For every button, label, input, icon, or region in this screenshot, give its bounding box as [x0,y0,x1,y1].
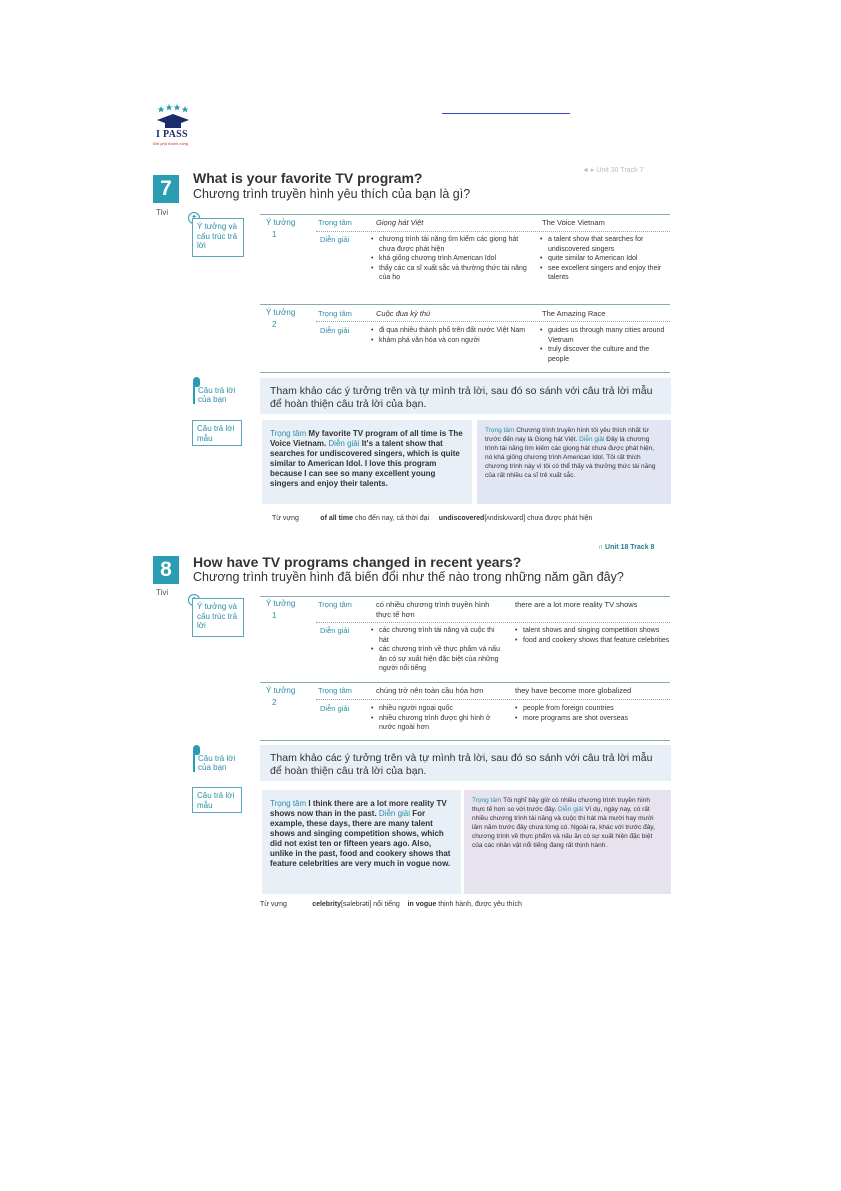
row-divider [316,622,670,623]
explain-tag: Diễn giải [558,806,584,813]
bullets-vi [371,704,506,733]
list-item: • nhiều người ngoại quốc [371,704,506,714]
table-bottom-rule [260,740,670,741]
vocab-word: celebrity [312,901,341,908]
list-item: • các chương trình tài năng và cuộc thi hát [371,626,506,645]
list-item: • people from foreign countries [515,704,670,714]
ipass-logo [153,104,199,152]
your-answer-label: Câu trả lời của bạn [193,386,250,404]
list-item: • food and cookery shows that feature celebrities [515,636,670,646]
sample-text: For example, these days, there are many talent shows and singing competition shows, which did not exist ten or fifteen years ago. Also, unlike in the past, food and cookery shows that feature celebrities are very much in vogue now. [270,809,451,868]
sample-answer-en [262,790,461,894]
bullets-vi [371,235,531,283]
idea-label: Ý tưởng 2 [266,686,296,707]
table-bottom-rule [260,372,670,373]
focus-en: there are a lot more reality TV shows [515,600,638,609]
sample-answer-en [262,420,472,504]
headphones-icon: ∩ [598,544,604,551]
logo-text: I PASS [156,129,188,140]
row-divider [316,231,670,232]
category-label: Tivi [156,588,169,597]
sample-text: Tôi nghĩ bây giờ có nhiều chương trình truyền hình thực tế hơn so với trước đây. [472,797,651,813]
audio-track-button[interactable] [598,544,654,551]
question-title: What is your favorite TV program? [193,170,423,186]
bullets-vi [371,326,531,345]
vocabulary-line [272,515,592,522]
your-answer-label: Câu trả lời của bạn [193,754,250,772]
question-title: How have TV programs changed in recent years? [193,554,522,570]
explain-label: Diễn giải [320,626,350,635]
list-item: • thấy các ca sĩ xuất sắc và thường thức tài năng của họ [371,264,531,283]
list-item: • nhiều chương trình được ghi hình ở nước ngoài hơn [371,714,506,733]
focus-tag: Trọng tâm [270,429,307,438]
logo-tagline: Đột phá thành công [153,141,188,146]
question-subtitle: Chương trình truyền hình yêu thích của bạn là gì? [193,187,471,201]
explain-tag: Diễn giải [328,439,360,448]
table-mid-rule [260,304,670,305]
list-item: • các chương trình về thực phẩm và nấu ăn có sự xuất hiện đặc biệt của những người nổi tiếng [371,645,506,674]
focus-vi: có nhiều chương trình truyền hình thực tế hơn [376,600,490,619]
focus-label: Trọng tâm [318,218,352,227]
sample-answer-label: Câu trả lời mẫu [192,420,242,446]
idea-structure-box: Ý tưởng và cấu trúc trả lời [192,598,244,637]
graduation-cap-icon [153,104,199,130]
row-divider [316,699,670,700]
vocab-word: in vogue [407,901,437,908]
list-item: • guides us through many cities around Vietnam [540,326,668,345]
list-item: • talent shows and singing competition shows [515,626,670,636]
table-top-rule [260,596,670,597]
vocab-label: Từ vựng [260,901,287,908]
your-answer-box[interactable]: Tham khảo các ý tưởng trên và tự mình trả lời, sau đó so sánh với câu trả lời mẫu để hoàn thiện câu trả lời của bạn. [260,745,671,781]
sample-text: Đây là chương trình tài năng tìm kiếm các giọng hát chưa được phát hiện, nó khá giống chương trình American Idol. Tôi rất thích chương trình này vì tôi có thể thấy và thưởng thức tài năng của rất nhiều ca sĩ trẻ xuất sắc. [485,436,656,479]
table-top-rule [260,214,670,215]
list-item: • khá giống chương trình American Idol [371,254,531,264]
bullets-en [540,326,668,364]
vocab-label: Từ vựng [272,515,299,522]
sample-answer-vi [477,420,671,504]
question-number: 8 [153,556,179,584]
sample-text: I think there are a lot more reality TV shows now than in the past. [270,799,447,818]
vocab-def: thịnh hành, được yêu thích [438,901,522,908]
focus-tag: Trọng tâm [485,427,515,434]
idea-structure-box: Ý tưởng và cấu trúc trả lời [192,218,244,257]
list-item: • khám phá văn hóa và con người [371,336,531,346]
list-item: • see excellent singers and enjoy their talents [540,264,668,283]
list-item: • chương trình tài năng tìm kiếm các giọng hát chưa được phát hiện [371,235,531,254]
focus-en: they have become more globalized [515,686,632,695]
explain-label: Diễn giải [320,235,350,244]
audio-track-label[interactable]: ◄ ▸ Unit 30 Track 7 [582,167,644,174]
focus-en: The Amazing Race [542,309,606,318]
focus-label: Trọng tâm [318,309,352,318]
header-link-underline[interactable] [442,113,570,114]
bullets-en [515,626,670,645]
vocabulary-line [260,901,522,908]
table-mid-rule [260,682,670,683]
question-subtitle: Chương trình truyền hình đã biến đổi như thế nào trong những năm gần đây? [193,570,624,584]
idea-label: Ý tưởng 2 [266,308,296,329]
list-item: • quite similar to American Idol [540,254,668,264]
focus-vi: Cuộc đua kỳ thú [376,309,431,318]
focus-vi: chúng trở nên toàn cầu hóa hơn [376,686,484,695]
explain-tag: Diễn giải [579,436,605,443]
sample-text: My favorite TV program of all time is The Voice Vietnam. [270,429,463,448]
sample-text: It's a talent show that searches for undiscovered singers, which is quite similar to American Idol. I love this program because I can see so many excellent young singers and enjoy their talents. [270,439,460,488]
focus-tag: Trọng tâm [270,799,307,808]
audio-track-label: Unit 18 Track 8 [605,544,655,551]
row-divider [316,321,670,322]
bullets-en [540,235,668,283]
explain-label: Diễn giải [320,326,350,335]
bullets-en [515,704,670,723]
sample-text: Chương trình truyền hình tôi yêu thích nhất từ trước đến nay là Giọng hát Việt. [485,427,649,443]
vocab-word: undiscovered [438,515,485,522]
list-item: • more programs are shot overseas [515,714,670,724]
question-number: 7 [153,175,179,203]
vocab-def: [səlebrəti] nổi tiếng [340,901,400,908]
explain-label: Diễn giải [320,704,350,713]
focus-label: Trọng tâm [318,600,352,609]
focus-tag: Trọng tâm [472,797,502,804]
vocab-word: of all time [320,515,353,522]
idea-label: Ý tưởng 1 [266,218,296,239]
list-item: • truly discover the culture and the people [540,345,668,364]
focus-en: The Voice Vietnam [542,218,605,227]
sample-text: Ví dụ, ngày nay, có rất nhiều chương trình tài năng và cuộc thi hát mà mười hay mười lăm năm trước đây chưa từng có. Ngoài ra, khác với trước đây, chương trình về thực phẩm và nấu ăn có sự xuất hiện đặc biệt của các nhân vật nổi tiếng đang rất thịnh hành. [472,806,655,849]
bullets-vi [371,626,506,674]
focus-label: Trọng tâm [318,686,352,695]
idea-label: Ý tưởng 1 [266,599,296,620]
sample-answer-vi [464,790,671,894]
vocab-def: [ʌndiskʌvərd] chưa được phát hiện [484,515,593,522]
list-item: • đi qua nhiều thành phố trên đất nước Việt Nam [371,326,531,336]
your-answer-box[interactable]: Tham khảo các ý tưởng trên và tự mình trả lời, sau đó so sánh với câu trả lời mẫu để hoàn thiện câu trả lời của bạn. [260,378,671,414]
list-item: • a talent show that searches for undiscovered singers [540,235,668,254]
explain-tag: Diễn giải [378,809,411,818]
category-label: Tivi [156,208,169,217]
sample-answer-label: Câu trả lời mẫu [192,787,242,813]
vocab-def: cho đến nay, cả thời đại [354,515,430,522]
focus-vi: Giọng hát Việt [376,218,424,227]
